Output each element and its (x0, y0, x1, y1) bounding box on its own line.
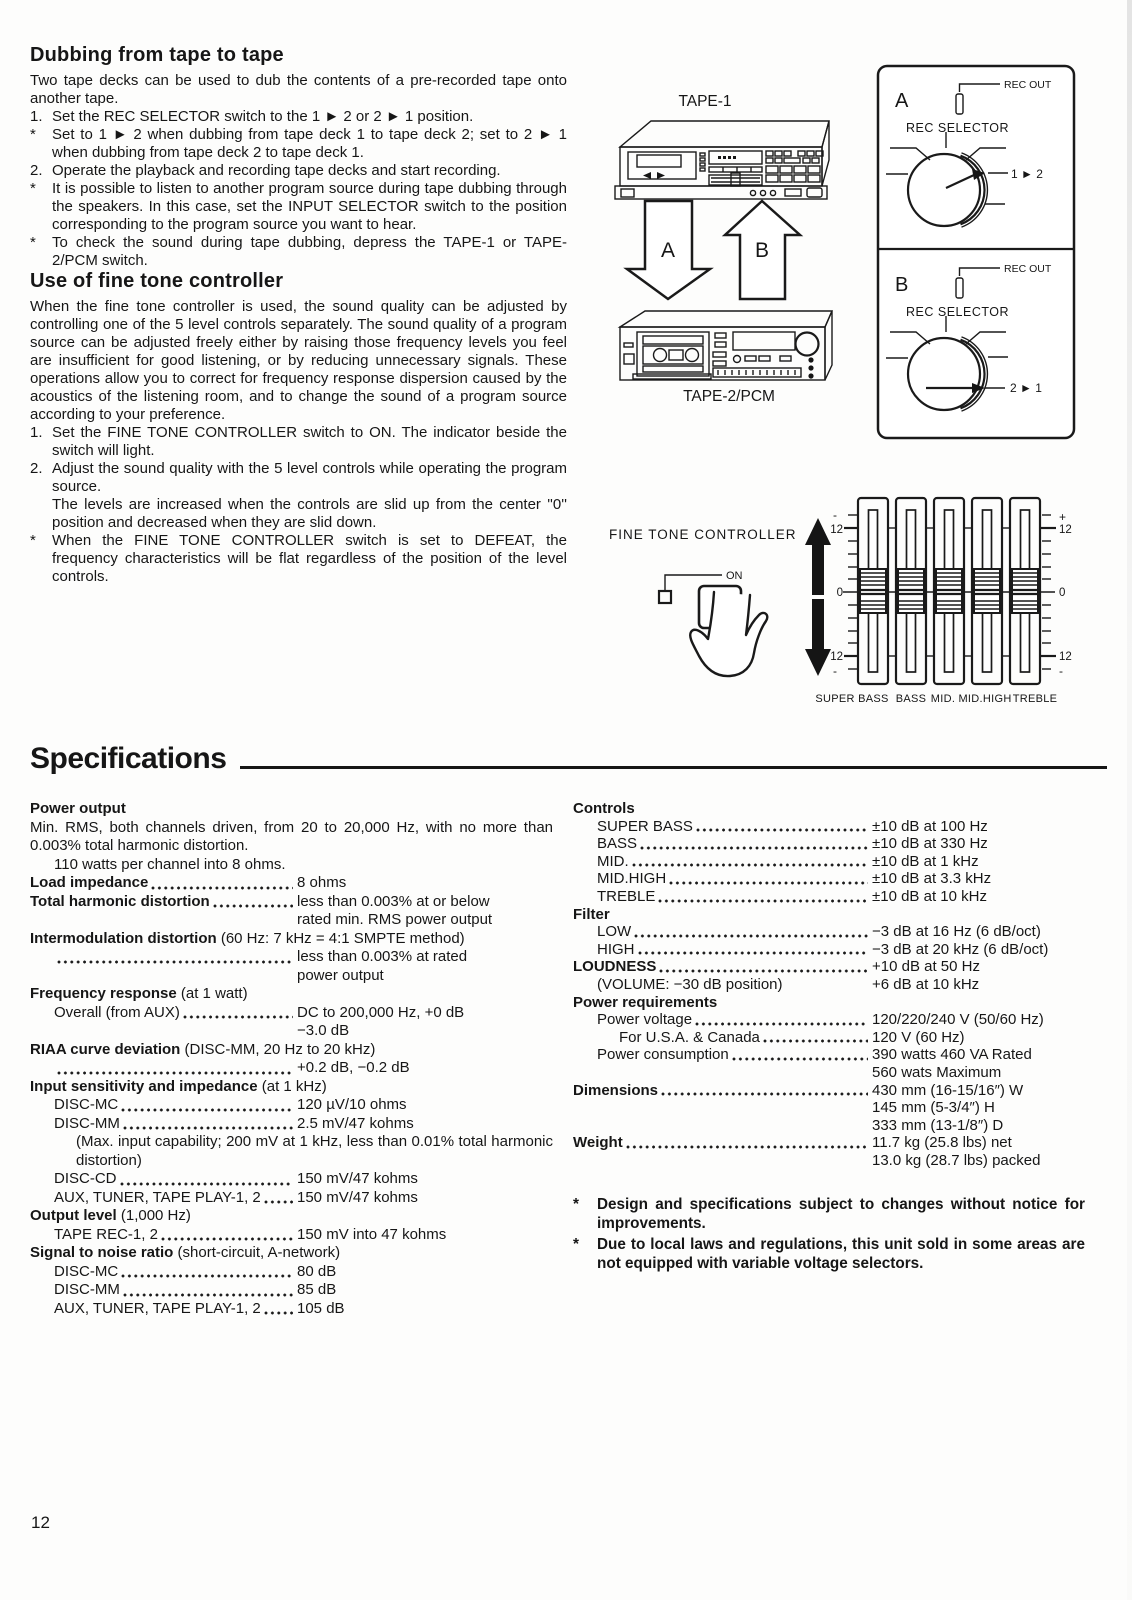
slider-labels (815, 693, 1057, 705)
scale-left-mid: 0 (836, 587, 843, 599)
note-text: Due to local laws and regulations, this unit sold in some areas are not equipped with variable voltage selectors. (597, 1236, 1085, 1273)
spec-line (30, 985, 553, 1004)
spec-row (573, 1134, 1085, 1152)
slider-label-treble: TREBLE (1012, 693, 1058, 705)
spec-value: −3 dB at 16 Hz (6 dB/oct) (872, 923, 1041, 941)
spec-value: 120 µV/10 ohms (297, 1096, 407, 1113)
list-item (30, 460, 567, 532)
spec-label: DISC-MM (54, 1114, 120, 1132)
spec-text: 110 watts per channel into 8 ohms. (54, 855, 286, 873)
list-item-text (52, 108, 567, 126)
dotted-leader (57, 1071, 293, 1075)
spec-label: Weight (573, 1134, 623, 1152)
dotted-leader (57, 960, 293, 964)
tape1-label: TAPE-1 (678, 93, 732, 110)
spec-value: 430 mm (16-15/16″) W (872, 1081, 1024, 1099)
dubbing-arrow-b (725, 201, 800, 299)
dotted-leader (264, 1200, 293, 1204)
spec-row (573, 1152, 1085, 1170)
spec-value: +10 dB at 50 Hz (872, 958, 980, 976)
dotted-leader (120, 1182, 294, 1186)
spec-label: Power consumption (597, 1046, 729, 1064)
spec-value: 2.5 mV/47 kohms (297, 1114, 414, 1132)
spec-row (573, 923, 1085, 941)
spec-label: Overall (from AUX) (54, 1003, 180, 1021)
spec-label: HIGH (597, 940, 635, 958)
note-marker: * (573, 1196, 579, 1214)
spec-row (573, 1064, 1085, 1082)
dubbing-arrow-a (627, 201, 710, 299)
rec-out-label-a: REC OUT (1004, 79, 1052, 91)
spec-label: Total harmonic distortion (30, 892, 210, 910)
title-rule (240, 766, 1107, 769)
spec-label: AUX, TUNER, TAPE PLAY-1, 2 (54, 1188, 261, 1206)
spec-row (30, 967, 553, 986)
spec-value: 13.0 kg (28.7 lbs) packed (872, 1151, 1041, 1169)
specs-column-right (573, 800, 1085, 1275)
dotted-leader (121, 1274, 293, 1278)
spec-label: RIAA curve deviation (30, 1040, 181, 1058)
spec-label: Power output (30, 800, 126, 817)
spec-label: Dimensions (573, 1081, 659, 1099)
position-label-b: 2 ► 1 (1010, 381, 1042, 395)
specifications-title: Specifications (30, 742, 227, 775)
spec-text: (at 1 watt) (176, 985, 248, 1002)
list-item-text (52, 162, 567, 180)
page-number: 12 (31, 1513, 50, 1532)
spec-row (573, 1099, 1085, 1117)
spec-note (573, 1235, 1085, 1273)
spec-line (30, 819, 553, 856)
spec-value: 150 mV into 47 kohms (297, 1225, 447, 1243)
slider-track-treble (1010, 498, 1040, 684)
spec-row (30, 1004, 553, 1023)
dubbing-intro: Two tape decks can be used to dub the contents of a pre-recorded tape onto another tape. (30, 72, 567, 107)
spec-row (573, 1117, 1085, 1135)
arrow-a-letter: A (660, 239, 676, 262)
spec-value: ±10 dB at 10 kHz (872, 887, 987, 905)
spec-label: AUX, TUNER, TAPE PLAY-1, 2 (54, 1299, 261, 1317)
list-marker: 2. (30, 460, 43, 477)
spec-row (573, 818, 1085, 836)
spec-row (30, 1022, 553, 1041)
tape-2-illustration (620, 311, 832, 380)
spec-row (30, 948, 553, 967)
spec-line (30, 800, 553, 819)
list-marker: * (30, 532, 36, 549)
dotted-leader (669, 881, 868, 885)
spec-value: +0.2 dB, −0.2 dB (297, 1059, 410, 1076)
specs-notes (573, 1195, 1085, 1273)
list-item (30, 234, 567, 270)
spec-value: −3.0 dB (297, 1022, 350, 1039)
dotted-leader (161, 1237, 293, 1241)
tape-1-illustration (615, 121, 829, 199)
article-column (30, 44, 567, 586)
spec-line (30, 1041, 553, 1060)
scale-right-mid: 0 (1059, 587, 1066, 599)
panel-a-letter: A (895, 90, 909, 112)
spec-text: (DISC-MM, 20 Hz to 20 kHz) (180, 1040, 376, 1058)
spec-value: 80 dB (297, 1262, 337, 1280)
spec-row (573, 976, 1085, 994)
spec-text: (Max. input capability; 200 mV at 1 kHz, less than 0.01% total harmonic distortion) (76, 1133, 553, 1169)
spec-row (30, 1300, 553, 1319)
spec-row (30, 1059, 553, 1078)
dotted-leader (732, 1057, 868, 1061)
spec-row (573, 835, 1085, 853)
dotted-leader (763, 1039, 868, 1043)
scale-right-top-sign: + (1059, 510, 1067, 524)
spec-value: 560 wats Maximum (872, 1063, 1002, 1081)
spec-line (30, 1133, 553, 1170)
list-item-line: Set the REC SELECTOR switch to the 1 ► 2 or 2 ► 1 position. (52, 108, 474, 125)
list-item-line: To check the sound during tape dubbing, depress the TAPE-1 or TAPE-2/PCM switch. (52, 234, 567, 269)
spec-row (573, 1011, 1085, 1029)
list-marker: 1. (30, 424, 43, 441)
spec-value: 120/220/240 V (50/60 Hz) (872, 1011, 1044, 1029)
scale-right-bottom: 12 (1059, 651, 1072, 663)
dotted-leader (661, 1092, 868, 1096)
dotted-leader (634, 934, 868, 938)
dotted-leader (151, 886, 293, 890)
fine-tone-intro: When the fine tone controller is used, the sound quality can be adjusted by controlling one of the 5 level controls separately. The sound quality of a program source can be adjusted freely either by raising those frequency levels you feel are insufficient for good listening, or by reducing unnecessary signals. These operations allow you to correct for frequency response dispersion caused by the acoustics of the listening room, and to change the sound of a program source according to your preference. (30, 298, 567, 423)
spec-row (30, 1226, 553, 1245)
spec-row (573, 941, 1085, 959)
list-item (30, 126, 567, 162)
list-item-line: Operate the playback and recording tape decks and start recording. (52, 162, 501, 179)
specs-right-rows (573, 800, 1085, 1169)
spec-label: For U.S.A. & Canada (619, 1028, 760, 1046)
scale-right-top: 12 (1059, 524, 1072, 536)
spec-value: ±10 dB at 1 kHz (872, 852, 979, 870)
rec-selector-title-b: REC SELECTOR (906, 305, 1010, 319)
slider-label-mid-high: MID.HIGH (958, 693, 1012, 705)
spec-line (573, 906, 1085, 924)
spec-row (573, 888, 1085, 906)
spec-row (30, 1189, 553, 1208)
spec-label: Intermodulation distortion (30, 929, 217, 947)
list-marker: * (30, 234, 36, 251)
spec-label: Filter (573, 905, 610, 923)
spec-text: (1,000 Hz) (116, 1207, 191, 1224)
rec-selector-title-a: REC SELECTOR (906, 121, 1010, 135)
list-item (30, 162, 567, 180)
spec-value: 8 ohms (297, 874, 347, 891)
dotted-leader (264, 1311, 293, 1315)
dotted-leader (638, 951, 869, 955)
note-text: Design and specifications subject to changes without notice for improvements. (597, 1196, 1085, 1233)
list-item-line: It is possible to listen to another program source during tape dubbing through the speakers. In this case, set the INPUT SELECTOR switch to the position corresponding to the program source you want to hear. (52, 180, 567, 233)
list-item-text (52, 460, 567, 532)
scale-left (830, 508, 858, 678)
spec-row (30, 893, 553, 912)
spec-label: TREBLE (597, 887, 656, 905)
spec-value: rated min. RMS power output (297, 911, 493, 928)
list-item-text (52, 532, 567, 586)
spec-value: 150 mV/47 kohms (297, 1188, 418, 1206)
list-marker: 2. (30, 162, 43, 179)
spec-text: (short-circuit, A-network) (173, 1244, 341, 1261)
spec-value: 150 mV/47 kohms (297, 1170, 418, 1187)
section-title-dubbing: Dubbing from tape to tape (30, 44, 284, 66)
spec-text: (60 Hz: 7 kHz = 4:1 SMPTE method) (216, 929, 465, 947)
dotted-leader (658, 899, 868, 903)
spec-label: MID. (597, 852, 629, 870)
list-item-line: Adjust the sound quality with the 5 level controls while operating the program source. (52, 460, 567, 495)
scale-left-bottom-sign: - (833, 664, 837, 678)
spec-value: less than 0.003% at or below (297, 892, 490, 910)
spec-line (573, 800, 1085, 818)
fine-tone-controller-label: FINE TONE CONTROLLER (609, 527, 797, 542)
spec-label: Input sensitivity and impedance (30, 1077, 258, 1095)
section-title-fine-tone: Use of fine tone controller (30, 270, 284, 292)
spec-line (30, 1207, 553, 1226)
scale-left-bottom: 12 (830, 651, 843, 663)
indicator-lamp (659, 591, 671, 603)
spec-line (30, 856, 553, 875)
list-item-line: When the FINE TONE CONTROLLER switch is set to DEFEAT, the frequency characteristics will be flat regardless of the position of the level controls. (52, 532, 567, 585)
spec-text: (at 1 kHz) (257, 1077, 327, 1095)
dotted-leader (696, 828, 868, 832)
dotted-leader (626, 1145, 868, 1149)
specifications-header (30, 742, 1107, 776)
list-item-text (52, 424, 567, 460)
spec-label: Power requirements (573, 993, 718, 1011)
scale-right (1040, 510, 1072, 678)
list-item-text (52, 234, 567, 270)
dotted-leader (695, 1022, 868, 1026)
dubbing-steps-list (30, 108, 567, 270)
spec-row (573, 1046, 1085, 1064)
spec-text: Min. RMS, both channels driven, from 20 to 20,000 Hz, with no more than 0.003% total harmonic distortion. (30, 818, 553, 854)
spec-value: 145 mm (5-3/4″) H (872, 1099, 995, 1117)
list-item-text (52, 126, 567, 162)
spec-row (30, 1263, 553, 1282)
on-label: ON (726, 570, 743, 582)
scan-edge-shadow (1127, 0, 1132, 1600)
level-range-arrows (805, 518, 831, 676)
dotted-leader (123, 1126, 293, 1130)
spec-value: 11.7 kg (25.8 lbs) net (872, 1134, 1012, 1152)
dotted-leader (213, 904, 293, 908)
rec-out-label-b: REC OUT (1004, 263, 1052, 275)
spec-label: Power voltage (597, 1011, 693, 1029)
list-item-line: Set to 1 ► 2 when dubbing from tape deck 1 to tape deck 2; set to 2 ► 1 when dubbing from tape deck 2 to tape deck 1. (52, 126, 567, 161)
list-item (30, 180, 567, 234)
spec-label: MID.HIGH (597, 870, 667, 888)
dotted-leader (121, 1108, 293, 1112)
spec-value: ±10 dB at 100 Hz (872, 817, 988, 835)
list-item-extra: The levels are increased when the controls are slid up from the center ''0'' position and decreased when they are slid down. (52, 496, 567, 531)
list-item (30, 424, 567, 460)
dotted-leader (632, 863, 868, 867)
scale-left-top: 12 (830, 524, 843, 536)
list-item (30, 108, 567, 126)
list-item-text (52, 180, 567, 234)
spec-line (30, 1244, 553, 1263)
tape2-label: TAPE-2/PCM (683, 388, 775, 405)
slider-track-bass (896, 498, 926, 684)
slider-track-super-bass (858, 498, 888, 684)
slider-label-super-bass: SUPER BASS (815, 693, 889, 705)
spec-label: Signal to noise ratio (30, 1244, 174, 1261)
dotted-leader (659, 969, 868, 973)
dotted-leader (183, 1015, 293, 1019)
list-marker: * (30, 126, 36, 143)
spec-row (573, 1029, 1085, 1047)
note-marker: * (573, 1236, 579, 1254)
spec-value: 120 V (60 Hz) (872, 1028, 965, 1046)
spec-line (573, 994, 1085, 1012)
spec-label: Output level (30, 1207, 117, 1224)
slider-track-mid (934, 498, 964, 684)
spec-label: Frequency response (30, 985, 177, 1002)
spec-row (573, 870, 1085, 888)
fine-tone-steps-list (30, 424, 567, 586)
scale-left-top-sign: - (833, 508, 837, 522)
spec-label: DISC-MC (54, 1262, 119, 1280)
spec-value: 85 dB (297, 1281, 337, 1298)
spec-label: Controls (573, 800, 635, 817)
spec-value: −3 dB at 20 kHz (6 dB/oct) (872, 940, 1049, 958)
spec-row (30, 874, 553, 893)
fine-tone-controller-figure (595, 465, 1090, 715)
spec-label: (VOLUME: −30 dB position) (597, 975, 783, 993)
spec-line (30, 930, 553, 949)
spec-row (573, 853, 1085, 871)
spec-row (573, 1082, 1085, 1100)
arrow-b-letter: B (754, 239, 770, 262)
specs-column-left (30, 800, 553, 1318)
spec-row (30, 1115, 553, 1134)
spec-label: DISC-MM (54, 1281, 120, 1298)
slider-label-bass: BASS (895, 693, 927, 705)
tape-decks-figure (585, 85, 877, 407)
spec-label: BASS (597, 835, 638, 853)
spec-row (30, 1281, 553, 1300)
spec-row (573, 958, 1085, 976)
slider-label-mid: MID. (930, 693, 956, 705)
panel-b-letter: B (895, 274, 909, 296)
spec-value: power output (297, 966, 384, 984)
list-marker: 1. (30, 108, 43, 125)
position-label-a: 1 ► 2 (1011, 167, 1043, 181)
spec-line (30, 1078, 553, 1097)
slider-track-mid-high (972, 498, 1002, 684)
spec-value: 105 dB (297, 1299, 345, 1317)
spec-value: 390 watts 460 VA Rated (872, 1046, 1032, 1064)
dotted-leader (123, 1293, 293, 1297)
spec-note (573, 1195, 1085, 1233)
spec-value: +6 dB at 10 kHz (872, 975, 980, 993)
spec-label: LOW (597, 923, 632, 941)
dotted-leader (640, 846, 868, 850)
spec-label: DISC-MC (54, 1096, 119, 1113)
spec-value: less than 0.003% at rated (297, 948, 468, 965)
spec-value: DC to 200,000 Hz, +0 dB (297, 1003, 465, 1021)
spec-label: DISC-CD (54, 1170, 117, 1187)
rec-selector-panel (868, 62, 1082, 446)
spec-label: Load impedance (30, 874, 149, 891)
list-item (30, 532, 567, 586)
spec-row (30, 911, 553, 930)
spec-row (30, 1096, 553, 1115)
spec-label: LOUDNESS (573, 958, 657, 976)
list-item-line: Set the FINE TONE CONTROLLER switch to ON. The indicator beside the switch will light. (52, 424, 567, 459)
spec-value: ±10 dB at 3.3 kHz (872, 870, 992, 888)
spec-label: TAPE REC-1, 2 (54, 1225, 158, 1243)
spec-value: 333 mm (13-1/8″) D (872, 1116, 1004, 1134)
spec-value: ±10 dB at 330 Hz (872, 835, 988, 853)
spec-label: SUPER BASS (597, 817, 693, 835)
spec-row (30, 1170, 553, 1189)
scale-right-bottom-sign: - (1059, 664, 1063, 678)
list-marker: * (30, 180, 36, 197)
